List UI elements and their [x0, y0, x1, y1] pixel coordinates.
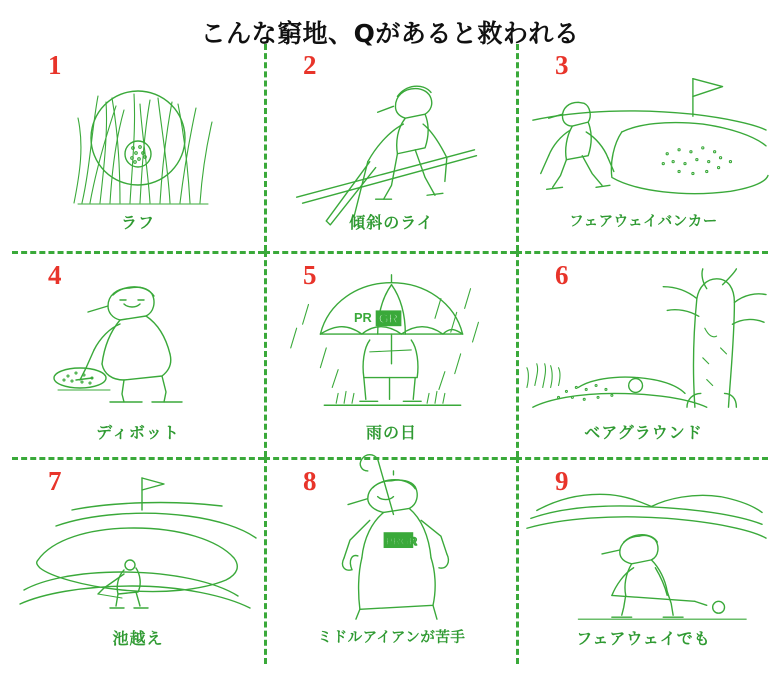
- cell-caption: ディボット: [96, 422, 180, 442]
- cell-number: 8: [303, 466, 317, 497]
- umbrella-logo-right: GR: [378, 310, 398, 326]
- cell-caption: フェアウェイバンカー: [569, 214, 718, 230]
- cell-caption: フェアウェイでも: [576, 629, 711, 649]
- cell-caption: 池越え: [112, 629, 164, 649]
- cell-number: 5: [303, 259, 317, 290]
- cap-logo: PRGR: [385, 536, 417, 549]
- cell-number: 4: [48, 259, 62, 290]
- page-title: こんな窮地、Qがあると救われる: [200, 19, 580, 48]
- cell-number: 3: [555, 50, 569, 80]
- cell-caption: 傾斜のライ: [349, 213, 434, 232]
- grid-cell-5: [264, 251, 516, 458]
- cell-number: 7: [48, 466, 62, 497]
- grid-cell-6: [516, 251, 768, 458]
- grid-cell-3: [516, 44, 768, 251]
- grid-cell-8: [264, 457, 516, 664]
- cell-number: 1: [48, 50, 62, 80]
- grid-cell-9: [516, 457, 768, 664]
- cell-number: 6: [555, 259, 569, 290]
- cell-caption: ベアグラウンド: [584, 422, 703, 442]
- umbrella-logo-left: PR: [353, 309, 372, 325]
- cell-number: 2: [303, 50, 317, 80]
- cell-caption: 雨の日: [365, 422, 417, 442]
- cell-number: 9: [555, 466, 569, 497]
- situation-grid: [12, 44, 768, 664]
- grid-cell-7: [12, 457, 264, 664]
- grid-cell-1: [12, 44, 264, 251]
- cell-caption: ラフ: [120, 213, 155, 232]
- grid-cell-2: [264, 44, 516, 251]
- grid-cell-4: [12, 251, 264, 458]
- cell-caption: ミドルアイアンが苦手: [317, 630, 466, 647]
